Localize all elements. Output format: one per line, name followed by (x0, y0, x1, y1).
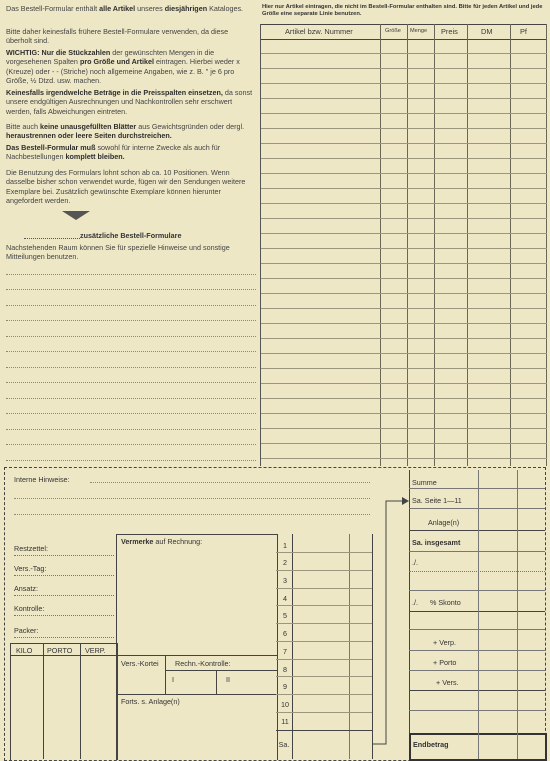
kilo-header: KILO (16, 646, 33, 655)
amount-column[interactable] (292, 534, 373, 759)
skonto-field[interactable] (409, 611, 545, 612)
note-line[interactable] (6, 382, 256, 383)
table-row[interactable] (261, 398, 547, 399)
col-header-quantity: Menge (410, 28, 428, 34)
table-row[interactable] (261, 308, 547, 309)
vers-tag-label: Vers.-Tag: (14, 564, 47, 573)
text-bold: pro Größe und Artikel (79, 57, 154, 67)
kilo-header-line (10, 655, 116, 656)
col-header-dm: DM (481, 27, 493, 36)
table-row[interactable] (261, 248, 547, 249)
vers-field[interactable] (409, 690, 545, 691)
sa-insgesamt-label: Sa. insgesamt (412, 538, 461, 547)
text-bold: keine unausgefüllten Blätter (39, 122, 137, 131)
packer-label: Packer: (14, 626, 39, 635)
internal-notes-line[interactable] (14, 514, 370, 515)
table-row[interactable] (261, 173, 547, 174)
row-number: 9 (283, 682, 287, 691)
table-row[interactable] (261, 98, 547, 99)
vers-tag-field[interactable] (14, 575, 114, 576)
packer-field[interactable] (14, 637, 114, 638)
roman-divider (216, 670, 217, 694)
note-line[interactable] (6, 413, 256, 414)
text-bold: Vermerke (121, 537, 154, 546)
col-header-pf: Pf (520, 27, 527, 36)
row-number: 1 (283, 541, 287, 550)
intro-paragraph (6, 4, 256, 13)
row-number: 3 (283, 576, 287, 585)
kilo-porto-verp-box[interactable] (10, 643, 118, 760)
number-row-line (276, 694, 372, 695)
extra-forms-label: zusätzliche Bestell-Formulare (80, 231, 182, 240)
roman-one: I (172, 675, 174, 684)
important-paragraph (6, 48, 256, 86)
skonto-label: % Skonto (430, 598, 461, 607)
porto-label: + Porto (433, 658, 457, 667)
table-row[interactable] (261, 278, 547, 279)
number-row-line (276, 570, 372, 571)
usage-paragraph: Die Benutzung des Formulars lohnt schon ab ca. 10 Positionen. Wenn dasselbe bisher schon verwendet wurde, fügen wir den Sendungen weitere Exemplare bei. Zusätzlich gewünschte Exemplare können hierunter angefordert werden. (6, 168, 246, 206)
vers-label: + Vers. (436, 678, 459, 687)
note-line[interactable] (6, 351, 256, 352)
number-row-line (276, 623, 372, 624)
minus-field[interactable] (409, 571, 545, 572)
anlage-field[interactable] (409, 530, 545, 531)
table-row[interactable] (261, 203, 547, 204)
extra-forms-quantity-field[interactable] (24, 238, 80, 239)
row-number: 10 (281, 700, 289, 709)
summary-line (409, 629, 545, 630)
forts-line (116, 694, 277, 695)
col-header-price: Preis (441, 27, 458, 36)
table-row[interactable] (261, 113, 547, 114)
table-row[interactable] (261, 188, 547, 189)
kontrolle-label: Kontrolle: (14, 604, 45, 613)
table-row[interactable] (261, 233, 547, 234)
verp-header: VERP. (85, 646, 106, 655)
note-line[interactable] (6, 429, 256, 430)
kontrolle-field[interactable] (14, 615, 114, 616)
table-row[interactable] (261, 128, 547, 129)
col-header-size: Größe (385, 28, 401, 34)
notes-intro-paragraph: Nachstehenden Raum können Sie für spezielle Hinweise und sonstige Mitteilungen benutzen. (6, 243, 230, 262)
table-row[interactable] (261, 338, 547, 339)
note-line[interactable] (6, 320, 256, 321)
column-divider (467, 24, 468, 466)
number-row-line (276, 676, 372, 677)
column-divider (546, 24, 547, 466)
table-row[interactable] (261, 218, 547, 219)
table-row[interactable] (261, 83, 547, 84)
row-number: 6 (283, 629, 287, 638)
note-line[interactable] (6, 460, 256, 461)
kilo-divider (43, 643, 44, 759)
porto-header: PORTO (47, 646, 73, 655)
total-row-line (276, 730, 372, 731)
text-bold: WICHTIG: Nur die Stückzahlen (6, 48, 111, 57)
col-header-article: Artikel bzw. Nummer (285, 27, 353, 36)
table-row[interactable] (261, 368, 547, 369)
kortei-divider (165, 655, 166, 694)
table-row[interactable] (261, 353, 547, 354)
text: der gewünschten Mengen in die vorgesehenen Spalten (6, 48, 215, 67)
verp-field[interactable] (409, 650, 545, 651)
porto-divider (80, 643, 81, 759)
row-number: 5 (283, 611, 287, 620)
down-arrow-icon (62, 211, 90, 221)
note-line[interactable] (6, 444, 256, 445)
text: unseres (135, 4, 165, 13)
minus-label: ./. (412, 558, 418, 567)
note-line[interactable] (6, 274, 256, 275)
text: Bitte auch (6, 122, 40, 131)
text: eintragen. Hierbei weder x (Kreuze) oder - - (Striche) noch allgemeine Angaben, wie z. B. " je 6 pro Größe, ½ Dtzd. usw. machen. (6, 57, 240, 86)
prices-paragraph (6, 88, 256, 116)
table-row[interactable] (261, 158, 547, 159)
row-number: 4 (283, 594, 287, 603)
row-number: 2 (283, 558, 287, 567)
note-line[interactable] (6, 305, 256, 306)
endbetrag-label: Endbetrag (413, 740, 449, 749)
table-row[interactable] (261, 293, 547, 294)
summary-divider (517, 470, 518, 759)
text: aus Gewichtsgründen oder dergl. (136, 122, 245, 131)
summe-label: Summe (412, 478, 437, 487)
note-line[interactable] (6, 367, 256, 368)
skonto-minus-label: ./. (412, 598, 418, 607)
forts-label: Forts. s. Anlage(n) (121, 697, 180, 706)
summary-line (409, 590, 545, 591)
sa-seite-field[interactable] (409, 508, 545, 509)
note-line[interactable] (6, 289, 256, 290)
text-bold: Keinesfalls irgendwelche Beträge in die Preisspalten einsetzen, (6, 88, 223, 97)
kortei-top-line (116, 655, 277, 656)
text-bold: alle Artikel (99, 4, 136, 13)
column-divider (380, 24, 381, 466)
anlage-label: Anlage(n) (428, 518, 460, 527)
complete-paragraph (6, 143, 256, 162)
restzettel-label: Restzettel: (14, 544, 48, 553)
vermerke-box[interactable] (116, 534, 278, 760)
old-forms-paragraph: Bitte daher keinesfalls frühere Bestell-Formulare verwenden, da diese überholt sind. (6, 27, 229, 46)
column-divider (510, 24, 511, 466)
internal-notes-line[interactable] (14, 498, 370, 499)
text-bold: Das Bestell-Formular muß (6, 143, 96, 152)
number-row-line (276, 588, 372, 589)
text: Das Bestell-Formular enthält (6, 4, 100, 13)
sa-seite-label: Sa. Seite 1—11 (412, 496, 462, 505)
table-row[interactable] (261, 458, 547, 459)
table-row[interactable] (261, 323, 547, 324)
text-bold: heraustrennen oder leere Seiten durchstreichen. (6, 131, 172, 141)
amount-divider (349, 534, 350, 759)
internal-notes-label: Interne Hinweise: (14, 475, 70, 484)
row-number: 8 (283, 665, 287, 674)
text-bold: diesjährigen (164, 4, 208, 13)
row-number: 7 (283, 647, 287, 656)
summary-line (409, 710, 545, 711)
kontrolle-line (165, 670, 277, 671)
table-row[interactable] (261, 53, 547, 54)
text: sowohl für interne Zwecke als auch für Nachbestellungen (6, 143, 221, 162)
vers-kortei-label: Vers.-Kortei (121, 659, 159, 668)
text: auf Rechnung: (153, 537, 203, 546)
note-line[interactable] (6, 398, 256, 399)
restzettel-field[interactable] (14, 555, 114, 556)
table-row[interactable] (261, 413, 547, 414)
porto-field[interactable] (409, 670, 545, 671)
table-row[interactable] (261, 68, 547, 69)
ansatz-label: Ansatz: (14, 584, 38, 593)
column-divider (407, 24, 408, 466)
table-row[interactable] (261, 428, 547, 429)
summe-line (409, 488, 545, 489)
table-row[interactable] (261, 143, 547, 144)
summary-divider (478, 470, 479, 759)
table-row[interactable] (261, 383, 547, 384)
verp-label: + Verp. (433, 638, 456, 647)
rechn-kontrolle-label: Rechn.-Kontrolle: (175, 659, 231, 668)
row-number-total: Sa. (278, 740, 290, 749)
text: Kataloges. (207, 4, 244, 13)
connector-arrow-icon (370, 492, 410, 754)
internal-notes-line[interactable] (90, 482, 370, 483)
column-divider (434, 24, 435, 466)
right-column-note: Hier nur Artikel eintragen, die nicht im Bestell-Formular enthalten sind. Bitte für jeden Artikel und jede Größe eine separate Linie benutzen. (262, 4, 543, 17)
text: da sonst unsere endgültigen Ausrechnungen und Nachkontrollen sehr erschwert werden, falls Abweichungen eintreten. (6, 88, 253, 116)
vermerke-label (121, 537, 202, 546)
table-row[interactable] (261, 263, 547, 264)
number-row-line (276, 641, 372, 642)
note-line[interactable] (6, 336, 256, 337)
text-bold: komplett bleiben. (65, 152, 125, 162)
sheets-paragraph (6, 122, 256, 141)
roman-two: II (226, 675, 230, 684)
additional-articles-table[interactable] (260, 24, 547, 466)
number-row-line (276, 552, 372, 553)
ansatz-field[interactable] (14, 595, 114, 596)
number-row-line (276, 605, 372, 606)
sa-insgesamt-field[interactable] (409, 551, 545, 552)
number-row-line (276, 712, 372, 713)
table-row[interactable] (261, 443, 547, 444)
row-number: 11 (281, 717, 289, 726)
number-row-line (276, 659, 372, 660)
